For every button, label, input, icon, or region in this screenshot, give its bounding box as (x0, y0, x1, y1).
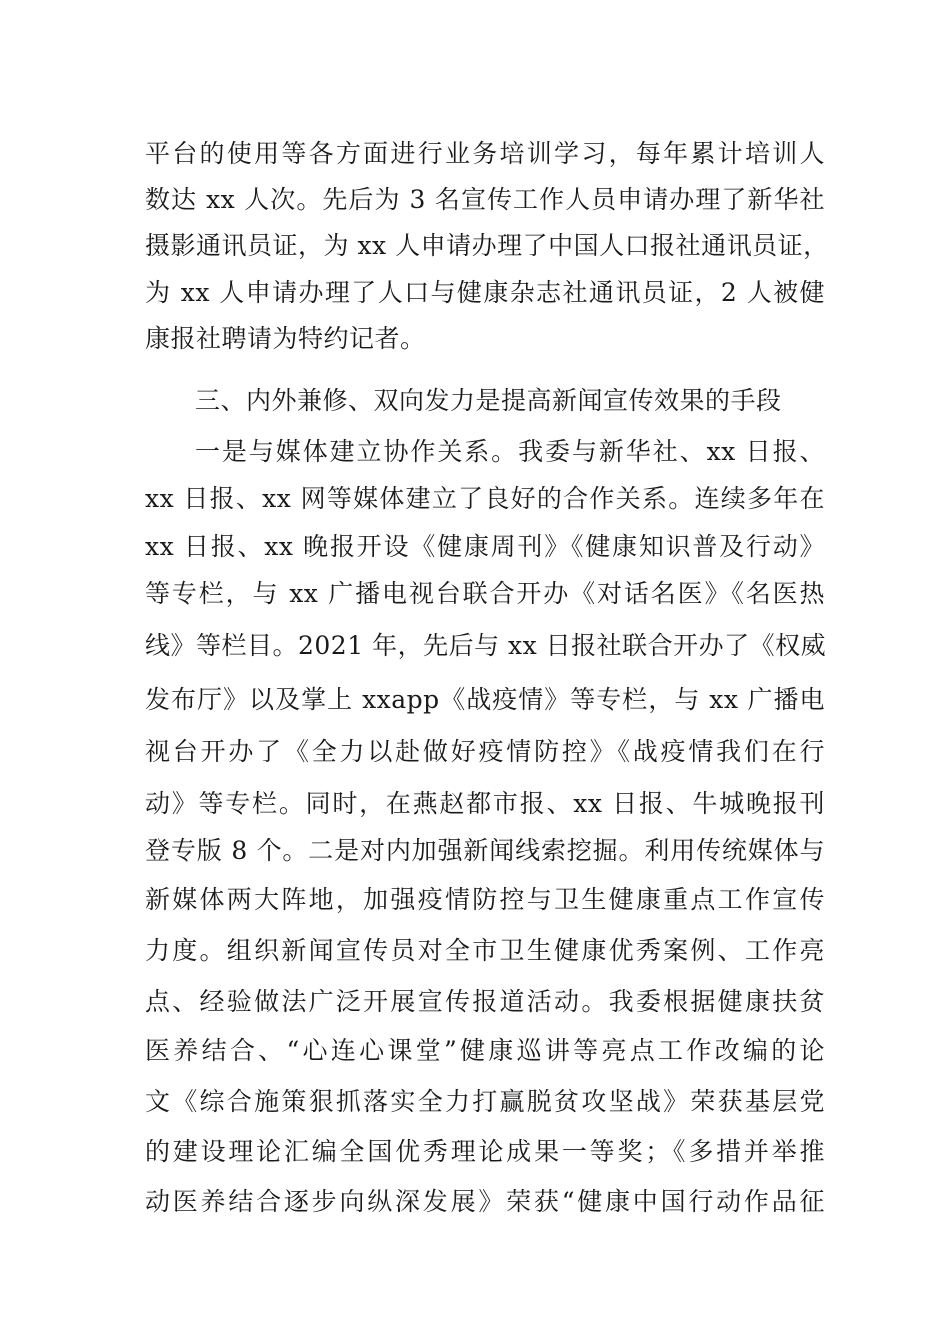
text-line: 的建设理论汇编全国优秀理论成果一等奖；《多措并举推 (145, 1137, 825, 1166)
text-line: 等专栏，与 xx 广播电视台联合开办《对话名医》《名医热 (145, 579, 825, 608)
text-line: 动》等专栏。同时，在燕赵都市报、xx 日报、牛城晚报刊 (145, 789, 825, 818)
text-line: 摄影通讯员证，为 xx 人申请办理了中国人口报社通讯员证， (145, 231, 829, 260)
text-line: 医养结合、“心连心课堂”健康巡讲等亮点工作改编的论 (145, 1036, 825, 1065)
section-heading: 三、内外兼修、双向发力是提高新闻宣传效果的手段 (195, 386, 782, 415)
text-line: 新媒体两大阵地，加强疫情防控与卫生健康重点工作宣传 (145, 885, 825, 914)
text-line: 平台的使用等各方面进行业务培训学习，每年累计培训人 (145, 139, 825, 168)
text-line: 登专版 8 个。二是对内加强新闻线索挖掘。利用传统媒体与 (145, 836, 825, 865)
text-line: 视台开办了《全力以赴做好疫情防控》《战疫情我们在行 (145, 737, 825, 766)
paragraph-first-line: 一是与媒体建立协作关系。我委与新华社、xx 日报、 (195, 437, 825, 466)
text-line: xx 日报、xx 网等媒体建立了良好的合作关系。连续多年在 (145, 484, 825, 513)
text-line: 点、经验做法广泛开展宣传报道活动。我委根据健康扶贫 (145, 987, 825, 1016)
text-line: 为 xx 人申请办理了人口与健康杂志社通讯员证，2 人被健 (145, 278, 825, 307)
text-line: 线》等栏目。2021 年，先后与 xx 日报社联合开办了《权威 (145, 631, 827, 660)
text-line: 动医养结合逐步向纵深发展》荣获“健康中国行动作品征 (145, 1187, 825, 1216)
text-line: 数达 xx 人次。先后为 3 名宣传工作人员申请办理了新华社 (145, 185, 825, 214)
text-line: 文《综合施策狠抓落实全力打赢脱贫攻坚战》荣获基层党 (145, 1087, 825, 1116)
text-line: 力度。组织新闻宣传员对全市卫生健康优秀案例、工作亮 (145, 936, 825, 965)
text-line: 康报社聘请为特约记者。 (145, 324, 426, 353)
text-line: 发布厅》以及掌上 xxapp《战疫情》等专栏，与 xx 广播电 (145, 685, 825, 714)
text-line: xx 日报、xx 晚报开设《健康周刊》《健康知识普及行动》 (145, 532, 825, 561)
